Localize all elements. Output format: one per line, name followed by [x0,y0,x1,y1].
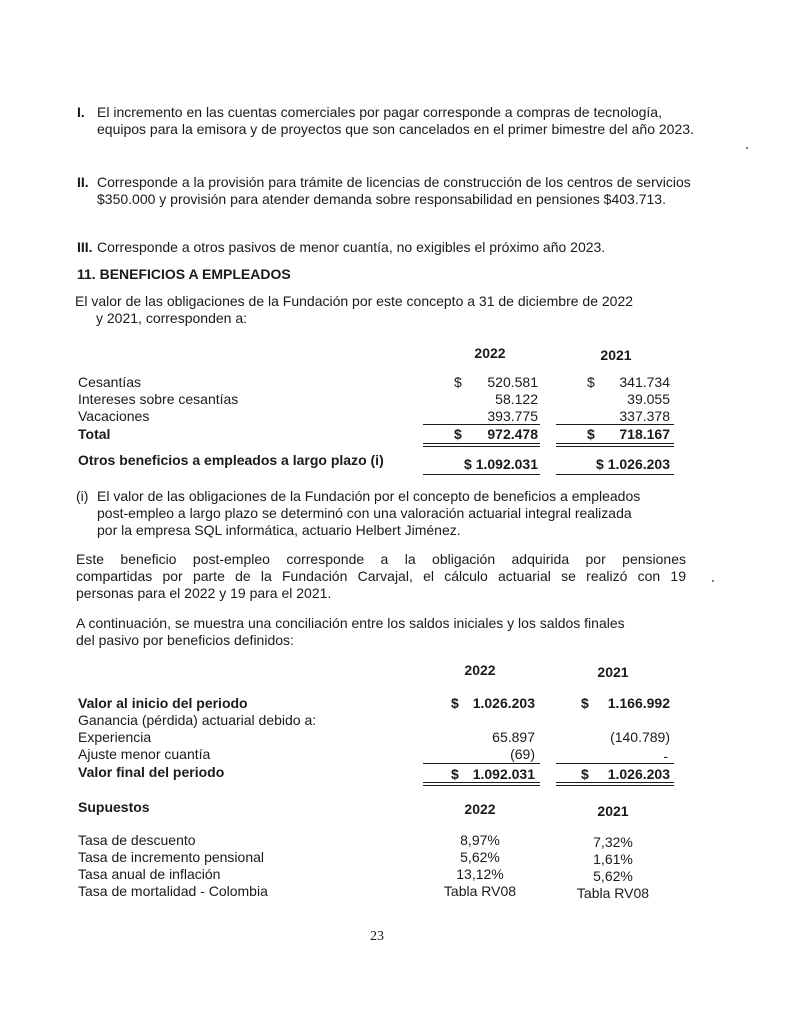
value-2022: 58.122 [495,391,538,407]
value-2022: 65.897 [492,729,535,745]
value-2022: 5,62% [460,849,500,865]
value-2021: 1.026.203 [607,766,670,782]
list-marker: III. [77,239,93,255]
column-header-2021: 2021 [600,347,632,363]
list-text: Corresponde a otros pasivos de menor cuantía, no exigibles el próximo año 2023. [97,239,606,255]
value-2021: 7,32% [593,834,633,850]
reconciliation-line-1: A continuación, se muestra una conciliación entre los saldos iniciales y los saldos finales [76,615,625,631]
divider [423,446,540,447]
currency-symbol: $ [454,426,462,442]
note-line-3: por la empresa SQL informática, actuario Helbert Jiménez. [97,522,461,538]
divider [423,443,540,444]
divider [423,763,540,764]
list-text: Corresponde a la provisión para trámite de licencias de construcción de los centros de servicios $350.000 y provisión para atender demanda sobre responsabilidad en pensiones $403.713. [97,174,691,207]
assumptions-heading: Supuestos [78,799,150,815]
column-header-2022: 2022 [464,662,496,678]
value-2021: 1.166.992 [607,695,670,711]
currency-symbol: $ [581,766,589,782]
row-label: Cesantías [78,374,142,390]
paragraph-line: Este beneficio post-empleo corresponde a la obligación adquirida por pensiones [76,551,686,567]
divider [556,424,674,425]
value-2022: 13,12% [456,866,504,882]
divider [556,446,674,447]
row-label: Tasa de mortalidad - Colombia [78,883,268,899]
currency-symbol: $ [587,374,595,390]
currency-symbol: $ [581,695,589,711]
scan-dot [712,580,714,582]
column-header-2021: 2021 [597,664,629,680]
value-2022: 393.775 [487,408,538,424]
divider [423,474,540,475]
column-header-2021: 2021 [597,803,629,819]
currency-symbol: $ [451,695,459,711]
row-label: Intereses sobre cesantías [78,391,239,407]
divider [423,782,540,783]
currency-symbol: $ [451,766,459,782]
note-line-1: El valor de las obligaciones de la Fundación por el concepto de beneficios a empleados [97,488,641,504]
divider [556,474,674,475]
row-label: Valor al inicio del periodo [78,695,248,711]
column-header-2022: 2022 [474,345,506,361]
value-2022: 1.026.203 [472,695,535,711]
list-marker: I. [77,104,85,120]
currency-symbol: $ [587,426,595,442]
value-2022: $ 1.092.031 [464,456,538,472]
value-2021: 337.378 [619,408,670,424]
row-label: Total [78,426,111,442]
row-label: Otros beneficios a empleados a largo plazo (i) [78,452,384,468]
row-label: Valor final del periodo [78,764,225,780]
value-2021: - [663,748,668,764]
note-line-2: post-empleo a largo plazo se determinó con una valoración actuarial integral realizada [97,505,632,521]
benefit-paragraph [76,551,686,602]
intro-line-2: y 2021, corresponden a: [96,310,247,326]
divider [423,424,540,425]
row-label: Experiencia [78,729,152,745]
row-label: Tasa anual de inflación [78,866,221,882]
row-label: Vacaciones [78,408,150,424]
divider [556,782,674,783]
value-2021: 1,61% [593,851,633,867]
divider [423,785,540,786]
value-2022: (69) [510,746,535,762]
paragraph-line: compartidas por parte de la Fundación Carvajal, el cálculo actuarial se realizó con 19 [76,568,686,584]
value-2021: $ 1.026.203 [596,456,670,472]
divider [556,763,674,764]
row-label: Tasa de descuento [78,832,196,848]
value-2022: Tabla RV08 [443,883,517,899]
value-2022: 8,97% [460,832,500,848]
value-2021: (140.789) [610,729,670,745]
row-label: Ajuste menor cuantía [78,746,211,762]
value-2022: 972.478 [487,426,538,442]
scan-dot [746,147,748,149]
reconciliation-line-2: del pasivo por beneficios definidos: [76,632,294,648]
currency-symbol: $ [454,374,462,390]
subheading: Ganancia (pérdida) actuarial debido a: [78,712,317,728]
paragraph-line: personas para el 2022 y 19 para el 2021. [76,585,332,601]
value-2021: 39.055 [627,391,670,407]
value-2022: 520.581 [487,374,538,390]
intro-line-1: El valor de las obligaciones de la Fundación por este concepto a 31 de diciembre de 2022 [75,293,634,309]
value-2022: 1.092.031 [472,766,535,782]
note-marker: (i) [76,488,89,504]
row-label: Tasa de incremento pensional [78,849,265,865]
list-text: El incremento en las cuentas comerciales por pagar corresponde a compras de tecnología, equipos para la emisora y de proyectos que son cancelados en el primer bimestre del año 2023. [97,104,694,137]
page-number: 23 [370,929,384,944]
value-2021: Tabla RV08 [576,885,650,901]
value-2021: 718.167 [619,426,670,442]
value-2021: 5,62% [593,868,633,884]
column-header-2022: 2022 [464,801,496,817]
section-title: 11. BENEFICIOS A EMPLEADOS [77,266,291,282]
list-marker: II. [77,174,89,190]
value-2021: 341.734 [619,374,670,390]
divider [556,443,674,444]
divider [556,785,674,786]
